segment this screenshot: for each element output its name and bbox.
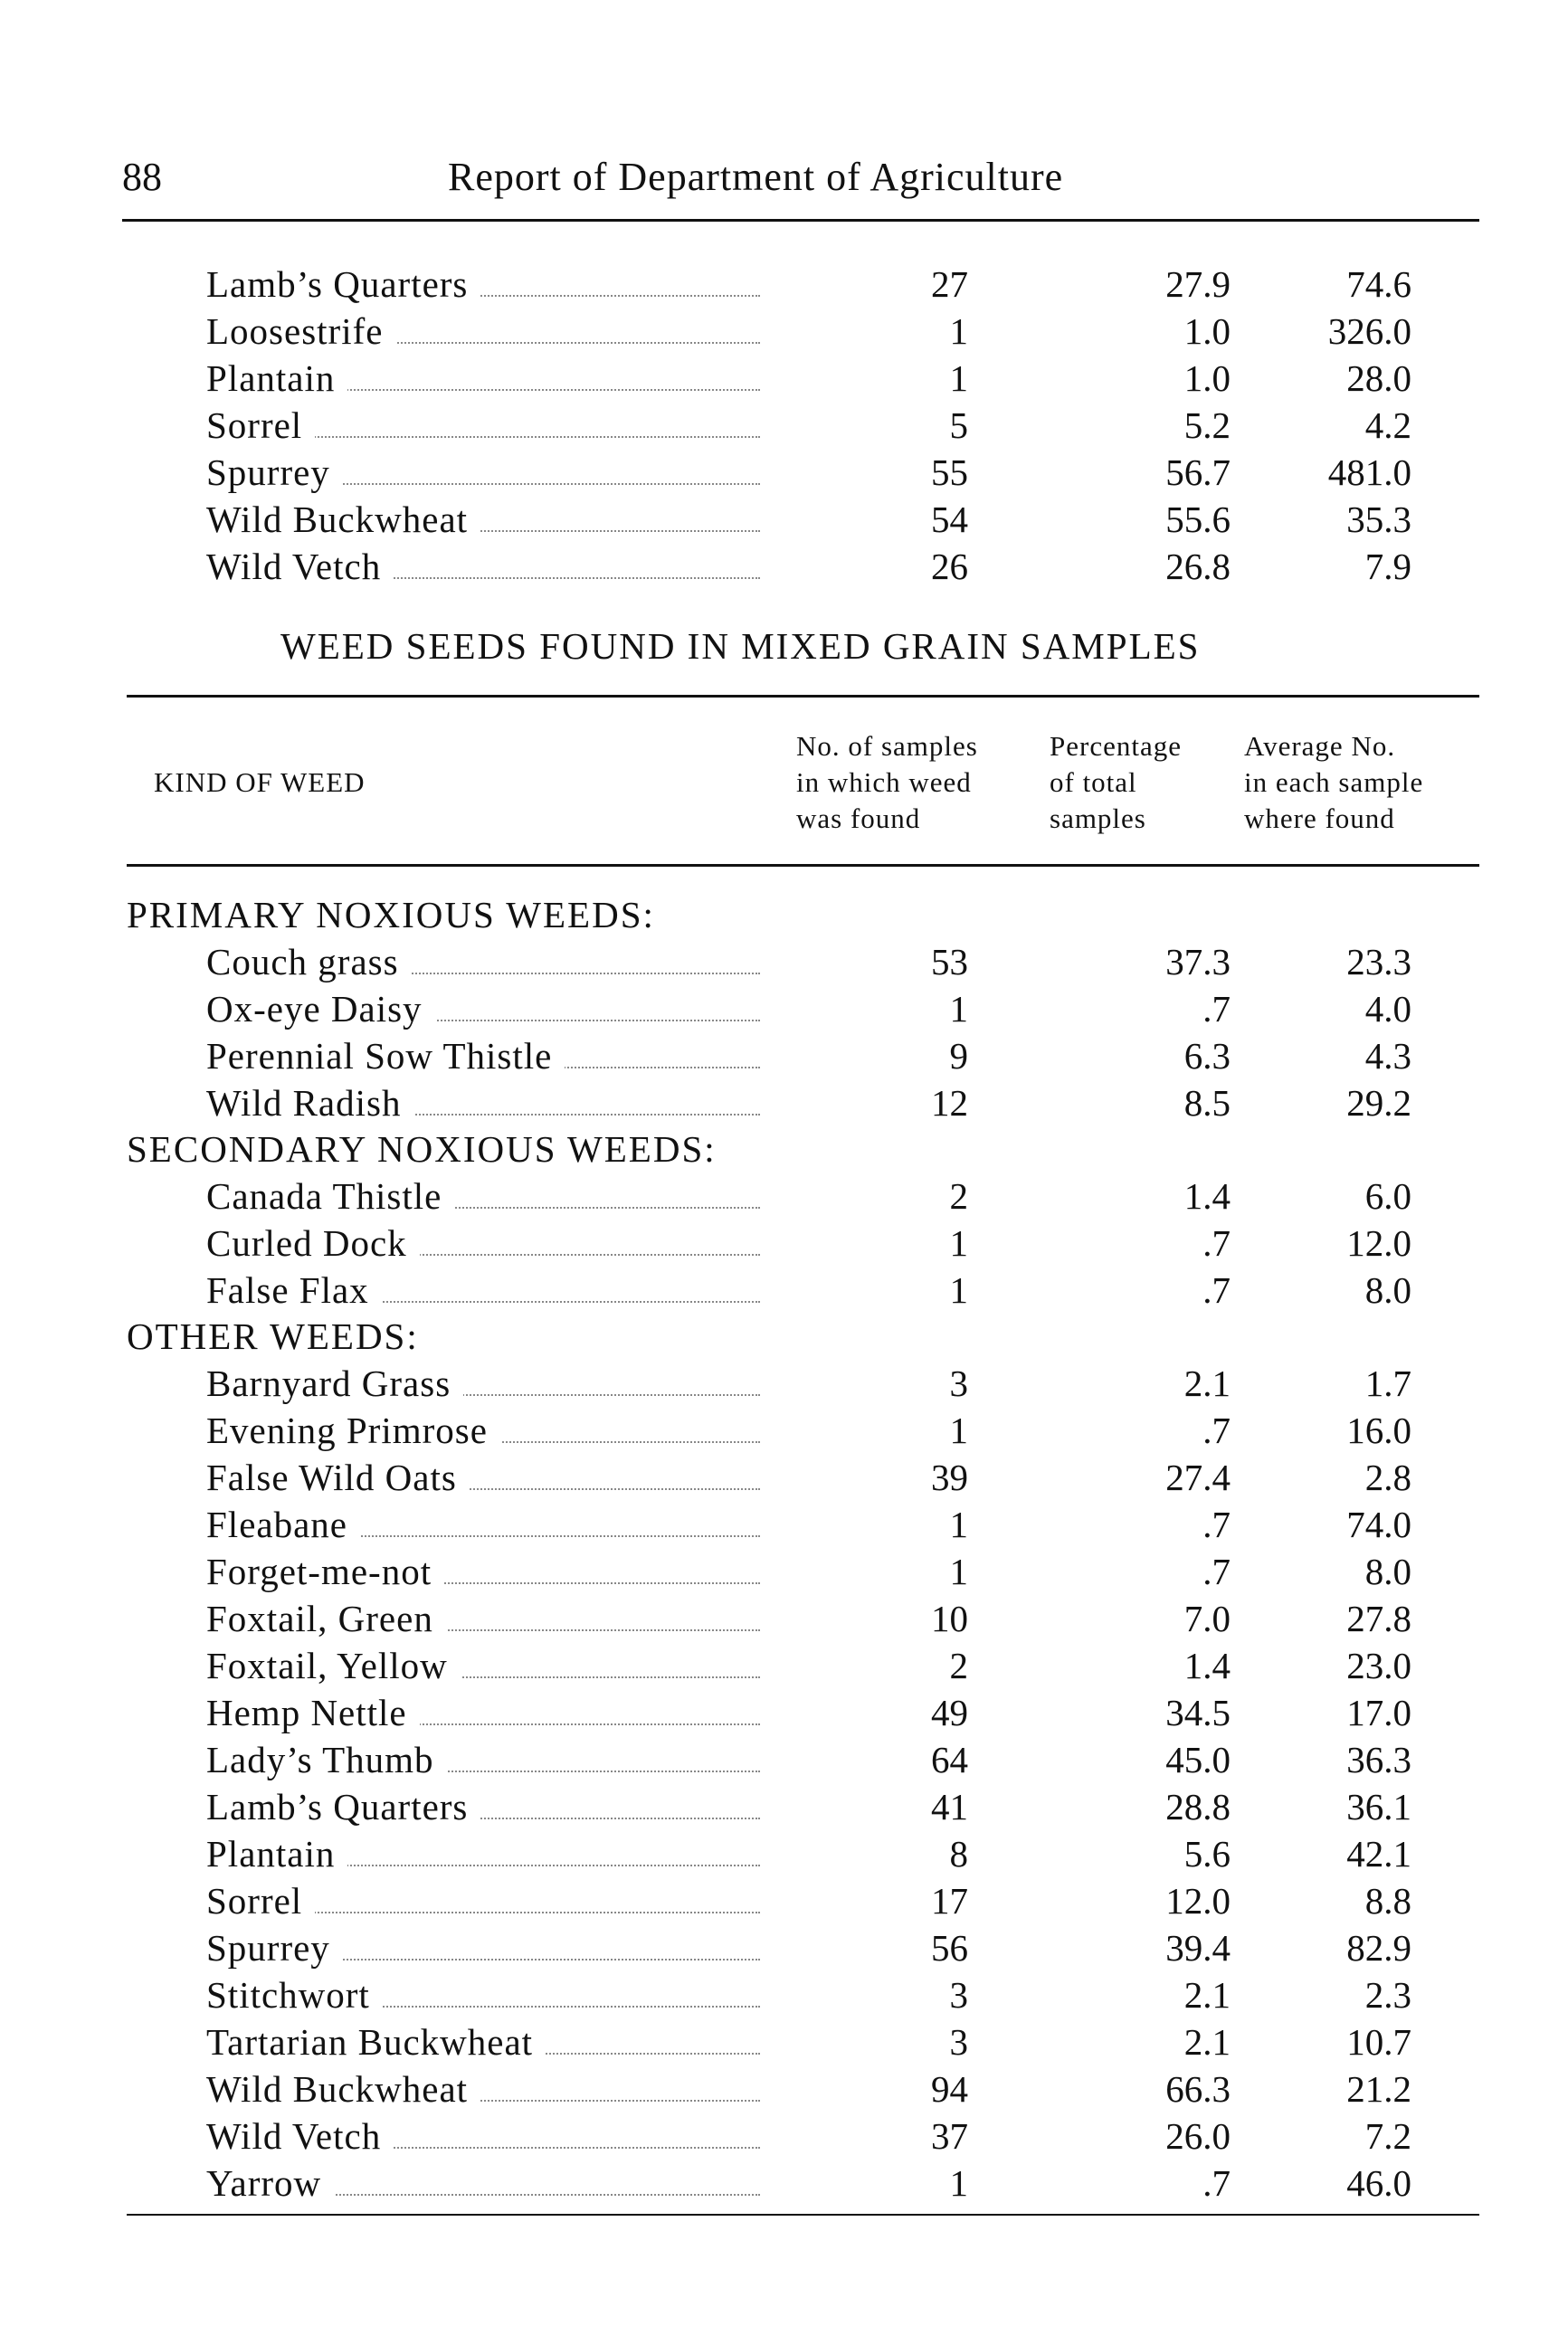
kind-of-weed-header bbox=[154, 764, 366, 801]
sample-count: 56 bbox=[931, 1927, 968, 1969]
sample-count: 26 bbox=[931, 546, 968, 587]
sample-count: 64 bbox=[931, 1739, 968, 1780]
weed-name: Barnyard Grass bbox=[206, 1362, 463, 1404]
average-number: 326.0 bbox=[1327, 310, 1411, 352]
table-row bbox=[0, 1736, 1568, 1783]
average-number: 6.0 bbox=[1364, 1175, 1411, 1217]
sample-count: 10 bbox=[931, 1598, 968, 1639]
average-number: 7.2 bbox=[1364, 2115, 1411, 2157]
table-row bbox=[0, 1783, 1568, 1830]
percentage: 55.6 bbox=[1165, 498, 1231, 540]
header-bottom-rule bbox=[127, 864, 1479, 867]
weed-name: Foxtail, Yellow bbox=[206, 1645, 461, 1686]
percentage: 27.4 bbox=[1165, 1457, 1231, 1498]
sample-count: 1 bbox=[949, 1222, 968, 1264]
running-title: Report of Department of Agriculture bbox=[448, 155, 1064, 199]
table-row bbox=[0, 2018, 1568, 2065]
percentage-column-header bbox=[1050, 728, 1182, 837]
percentage: 26.8 bbox=[1165, 546, 1231, 587]
average-number: 7.9 bbox=[1364, 546, 1411, 587]
table-row bbox=[0, 2065, 1568, 2112]
sample-count: 49 bbox=[931, 1692, 968, 1733]
col1-line3: was found bbox=[796, 802, 921, 834]
percentage: 28.8 bbox=[1165, 1786, 1231, 1828]
table-row bbox=[0, 1689, 1568, 1736]
weed-name: Couch grass bbox=[206, 941, 412, 983]
sample-count: 37 bbox=[931, 2115, 968, 2157]
weed-name: Curled Dock bbox=[206, 1222, 420, 1264]
sample-count: 1 bbox=[949, 1551, 968, 1592]
weed-name: False Wild Oats bbox=[206, 1457, 470, 1498]
sample-count: 3 bbox=[949, 1974, 968, 2016]
percentage: 8.5 bbox=[1183, 1082, 1231, 1124]
percentage: .7 bbox=[1202, 1222, 1231, 1264]
average-number: 8.0 bbox=[1364, 1551, 1411, 1592]
table-row bbox=[0, 1924, 1568, 1971]
weed-name: Wild Buckwheat bbox=[206, 498, 480, 540]
average-number: 74.0 bbox=[1346, 1504, 1411, 1545]
sample-count: 1 bbox=[949, 1410, 968, 1451]
percentage: 34.5 bbox=[1165, 1692, 1231, 1733]
sample-count: 27 bbox=[931, 263, 968, 305]
weed-name: Ox-eye Daisy bbox=[206, 988, 435, 1030]
percentage: 2.1 bbox=[1183, 2021, 1231, 2063]
sample-count: 41 bbox=[931, 1786, 968, 1828]
weed-name: Wild Buckwheat bbox=[206, 2068, 480, 2110]
col1-line2: in which weed bbox=[796, 766, 972, 798]
percentage: 5.6 bbox=[1183, 1833, 1231, 1875]
percentage: 66.3 bbox=[1165, 2068, 1231, 2110]
average-number: 23.0 bbox=[1346, 1645, 1411, 1686]
percentage: 1.0 bbox=[1183, 310, 1231, 352]
percentage: 1.0 bbox=[1183, 357, 1231, 399]
average-number: 42.1 bbox=[1346, 1833, 1411, 1875]
percentage: .7 bbox=[1202, 2162, 1231, 2204]
table-row bbox=[0, 1642, 1568, 1689]
table-row bbox=[0, 402, 1568, 449]
average-number: 1.7 bbox=[1364, 1362, 1411, 1404]
percentage: 27.9 bbox=[1165, 263, 1231, 305]
sample-count: 12 bbox=[931, 1082, 968, 1124]
col1-line1: No. of samples bbox=[796, 730, 978, 762]
sample-count: 1 bbox=[949, 2162, 968, 2204]
weed-name: Sorrel bbox=[206, 404, 315, 446]
table-row bbox=[0, 1971, 1568, 2018]
weed-name: Loosestrife bbox=[206, 310, 395, 352]
table-row bbox=[0, 2160, 1568, 2207]
sample-count: 54 bbox=[931, 498, 968, 540]
weed-name: Fleabane bbox=[206, 1504, 360, 1545]
weed-name: Perennial Sow Thistle bbox=[206, 1035, 565, 1077]
average-number: 74.6 bbox=[1346, 263, 1411, 305]
table-row bbox=[0, 308, 1568, 355]
average-number: 2.8 bbox=[1364, 1457, 1411, 1498]
average-number: 4.3 bbox=[1364, 1035, 1411, 1077]
table-row bbox=[0, 1595, 1568, 1642]
col3-line2: in each sample bbox=[1244, 766, 1424, 798]
col2-line3: samples bbox=[1050, 802, 1146, 834]
kind-of-weed-label: KIND OF WEED bbox=[154, 766, 366, 798]
average-number: 46.0 bbox=[1346, 2162, 1411, 2204]
running-head bbox=[122, 154, 1479, 208]
col3-line3: where found bbox=[1244, 802, 1395, 834]
category-other: OTHER WEEDS: bbox=[127, 1315, 419, 1357]
table-row bbox=[0, 1032, 1568, 1079]
table-bottom-rule bbox=[127, 2214, 1479, 2216]
sample-count: 1 bbox=[949, 988, 968, 1030]
sample-count: 17 bbox=[931, 1880, 968, 1922]
sample-count: 39 bbox=[931, 1457, 968, 1498]
average-number: 27.8 bbox=[1346, 1598, 1411, 1639]
percentage: .7 bbox=[1202, 1551, 1231, 1592]
percentage: .7 bbox=[1202, 1504, 1231, 1545]
weed-name: Tartarian Buckwheat bbox=[206, 2021, 546, 2063]
sample-count: 1 bbox=[949, 1269, 968, 1311]
sample-count: 3 bbox=[949, 1362, 968, 1404]
percentage: .7 bbox=[1202, 988, 1231, 1030]
percentage: 12.0 bbox=[1165, 1880, 1231, 1922]
sample-count: 2 bbox=[949, 1645, 968, 1686]
average-number: 4.2 bbox=[1364, 404, 1411, 446]
percentage: 45.0 bbox=[1165, 1739, 1231, 1780]
sample-count: 5 bbox=[949, 404, 968, 446]
percentage: 2.1 bbox=[1183, 1974, 1231, 2016]
table-row bbox=[0, 1548, 1568, 1595]
table-row bbox=[0, 938, 1568, 985]
average-number: 8.0 bbox=[1364, 1269, 1411, 1311]
table-row bbox=[0, 985, 1568, 1032]
col2-line1: Percentage bbox=[1050, 730, 1182, 762]
weed-name: Lamb’s Quarters bbox=[206, 1786, 480, 1828]
sample-count: 1 bbox=[949, 357, 968, 399]
percentage: 7.0 bbox=[1183, 1598, 1231, 1639]
table-row bbox=[0, 1877, 1568, 1924]
weed-name: Lady’s Thumb bbox=[206, 1739, 447, 1780]
average-number: 12.0 bbox=[1346, 1222, 1411, 1264]
section-title: WEED SEEDS FOUND IN MIXED GRAIN SAMPLES bbox=[280, 625, 1201, 667]
weed-name: Spurrey bbox=[206, 1927, 343, 1969]
weed-name: Spurrey bbox=[206, 451, 343, 493]
average-number: 29.2 bbox=[1346, 1082, 1411, 1124]
weed-name: Canada Thistle bbox=[206, 1175, 454, 1217]
percentage: 56.7 bbox=[1165, 451, 1231, 493]
table-row bbox=[0, 1360, 1568, 1407]
sample-count: 8 bbox=[949, 1833, 968, 1875]
weed-name: Sorrel bbox=[206, 1880, 315, 1922]
percentage: 37.3 bbox=[1165, 941, 1231, 983]
category-primary: PRIMARY NOXIOUS WEEDS: bbox=[127, 894, 655, 935]
weed-name: Hemp Nettle bbox=[206, 1692, 420, 1733]
average-number: 82.9 bbox=[1346, 1927, 1411, 1969]
percentage: 5.2 bbox=[1183, 404, 1231, 446]
category-secondary: SECONDARY NOXIOUS WEEDS: bbox=[127, 1128, 717, 1170]
table-top-rule bbox=[127, 695, 1479, 698]
weed-name: Wild Vetch bbox=[206, 2115, 394, 2157]
average-number: 8.8 bbox=[1364, 1880, 1411, 1922]
sample-count: 1 bbox=[949, 1504, 968, 1545]
table-row bbox=[0, 1454, 1568, 1501]
average-number: 10.7 bbox=[1346, 2021, 1411, 2063]
table-row bbox=[0, 355, 1568, 402]
average-number: 21.2 bbox=[1346, 2068, 1411, 2110]
table-row bbox=[0, 1172, 1568, 1220]
col3-line1: Average No. bbox=[1244, 730, 1396, 762]
col2-line2: of total bbox=[1050, 766, 1137, 798]
table-row bbox=[0, 1267, 1568, 1314]
average-number: 4.0 bbox=[1364, 988, 1411, 1030]
average-number: 28.0 bbox=[1346, 357, 1411, 399]
sample-count: 3 bbox=[949, 2021, 968, 2063]
percentage: 1.4 bbox=[1183, 1175, 1231, 1217]
sample-count: 94 bbox=[931, 2068, 968, 2110]
table-row bbox=[0, 543, 1568, 590]
average-column-header bbox=[1244, 728, 1423, 837]
average-number: 36.1 bbox=[1346, 1786, 1411, 1828]
table-row bbox=[0, 2112, 1568, 2160]
percentage: 2.1 bbox=[1183, 1362, 1231, 1404]
average-number: 17.0 bbox=[1346, 1692, 1411, 1733]
table-row bbox=[0, 1407, 1568, 1454]
weed-name: Wild Vetch bbox=[206, 546, 394, 587]
sample-count: 9 bbox=[949, 1035, 968, 1077]
average-number: 23.3 bbox=[1346, 941, 1411, 983]
table-row bbox=[0, 496, 1568, 543]
sample-count: 53 bbox=[931, 941, 968, 983]
table-row bbox=[0, 261, 1568, 308]
percentage: .7 bbox=[1202, 1269, 1231, 1311]
page-number: 88 bbox=[122, 155, 162, 199]
percentage: .7 bbox=[1202, 1410, 1231, 1451]
weed-name: Stitchwort bbox=[206, 1974, 383, 2016]
weed-name: Plantain bbox=[206, 357, 347, 399]
sample-count: 55 bbox=[931, 451, 968, 493]
average-number: 16.0 bbox=[1346, 1410, 1411, 1451]
table-row bbox=[0, 449, 1568, 496]
table-row bbox=[0, 1079, 1568, 1126]
percentage: 26.0 bbox=[1165, 2115, 1231, 2157]
header-rule bbox=[122, 219, 1479, 222]
weed-name: Plantain bbox=[206, 1833, 347, 1875]
weed-name: Yarrow bbox=[206, 2162, 334, 2204]
weed-name: Foxtail, Green bbox=[206, 1598, 446, 1639]
average-number: 36.3 bbox=[1346, 1739, 1411, 1780]
percentage: 39.4 bbox=[1165, 1927, 1231, 1969]
weed-name: Wild Radish bbox=[206, 1082, 413, 1124]
sample-count: 1 bbox=[949, 310, 968, 352]
average-number: 481.0 bbox=[1327, 451, 1411, 493]
weed-name: Forget-me-not bbox=[206, 1551, 444, 1592]
percentage: 6.3 bbox=[1183, 1035, 1231, 1077]
weed-name: Evening Primrose bbox=[206, 1410, 500, 1451]
table-row bbox=[0, 1830, 1568, 1877]
average-number: 2.3 bbox=[1364, 1974, 1411, 2016]
samples-column-header bbox=[796, 728, 978, 837]
table-row bbox=[0, 1220, 1568, 1267]
table-row bbox=[0, 1501, 1568, 1548]
weed-name: False Flax bbox=[206, 1269, 382, 1311]
sample-count: 2 bbox=[949, 1175, 968, 1217]
average-number: 35.3 bbox=[1346, 498, 1411, 540]
percentage: 1.4 bbox=[1183, 1645, 1231, 1686]
weed-name: Lamb’s Quarters bbox=[206, 263, 480, 305]
